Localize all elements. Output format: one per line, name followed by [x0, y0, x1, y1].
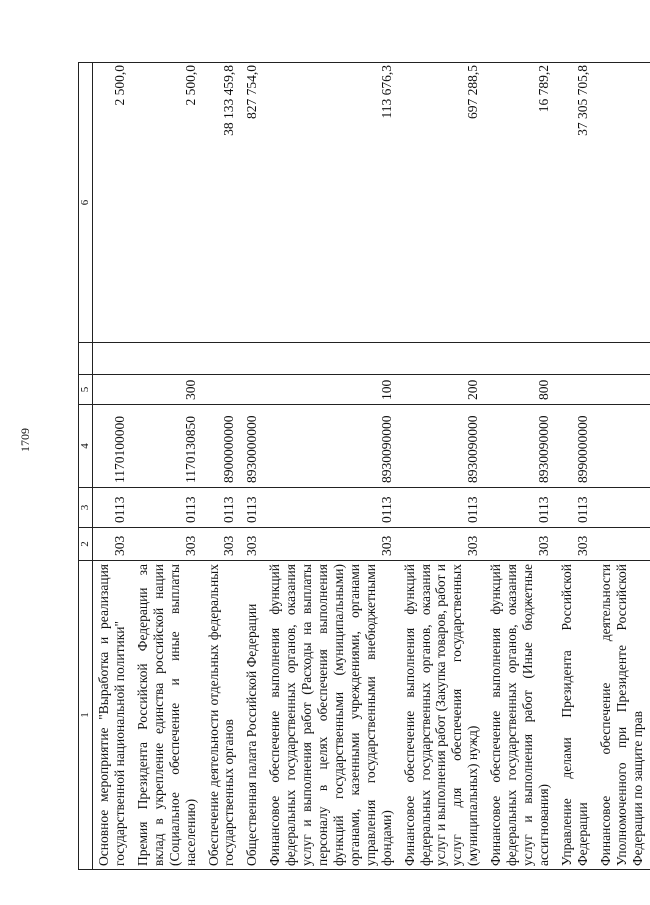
- row-csr: 8900000000: [203, 405, 242, 488]
- row-empty: [264, 343, 398, 375]
- row-vr: 200: [399, 375, 486, 405]
- row-empty: [485, 343, 556, 375]
- row-name: Финансовое обеспечение деятельности Уполномоченного при Президенте Российской Федерации по защите прав: [595, 561, 650, 870]
- row-vr: [556, 375, 595, 405]
- row-rz: 0113: [241, 488, 264, 528]
- table-row: [92, 63, 131, 870]
- table-header-row: [79, 63, 93, 870]
- row-gr: 303: [485, 528, 556, 561]
- row-vr: [92, 375, 131, 405]
- row-vr: 100: [264, 375, 398, 405]
- row-gr: 303: [399, 528, 486, 561]
- page-number: 1709: [18, 428, 32, 452]
- col-header-rz: 3: [79, 488, 93, 528]
- row-rz: 0113: [485, 488, 556, 528]
- row-empty: [595, 343, 650, 375]
- row-rz: [595, 488, 650, 528]
- row-amount: 16 789,2: [485, 63, 556, 343]
- table-row: [485, 63, 556, 870]
- row-empty: [241, 343, 264, 375]
- table-row: [595, 63, 650, 870]
- row-vr: [595, 375, 650, 405]
- col-header-vr: 5: [79, 375, 93, 405]
- row-csr: 8930090000: [485, 405, 556, 488]
- table-row: [556, 63, 595, 870]
- row-name: Финансовое обеспечение выполнения функций федеральных государственных органов, оказания услуг и выполнения работ (Иные бюджетные ассигнования): [485, 561, 556, 870]
- row-amount: 827 754,0: [241, 63, 264, 343]
- row-gr: 303: [556, 528, 595, 561]
- table-row: [132, 63, 203, 870]
- row-amount: 697 288,5: [399, 63, 486, 343]
- row-gr: 303: [203, 528, 242, 561]
- table-row: [203, 63, 242, 870]
- row-empty: [556, 343, 595, 375]
- row-amount: 113 676,3: [264, 63, 398, 343]
- row-rz: 0113: [556, 488, 595, 528]
- row-empty: [132, 343, 203, 375]
- row-name: Управление делами Президента Российской Федерации: [556, 561, 595, 870]
- table-row: [399, 63, 486, 870]
- row-vr: 800: [485, 375, 556, 405]
- row-empty: [399, 343, 486, 375]
- row-rz: 0113: [132, 488, 203, 528]
- table-row: [264, 63, 398, 870]
- row-csr: 8930000000: [241, 405, 264, 488]
- row-gr: [595, 528, 650, 561]
- row-gr: 303: [241, 528, 264, 561]
- row-name: Основное мероприятие "Выработка и реализация государственной национальной политики": [92, 561, 131, 870]
- row-amount: [595, 63, 650, 343]
- row-csr: 8930090000: [399, 405, 486, 488]
- table-row: [241, 63, 264, 870]
- row-rz: 0113: [399, 488, 486, 528]
- row-gr: 303: [264, 528, 398, 561]
- row-name: Обеспечение деятельности отдельных федеральных государственных органов: [203, 561, 242, 870]
- col-header-empty: [79, 343, 93, 375]
- row-rz: 0113: [264, 488, 398, 528]
- row-csr: [595, 405, 650, 488]
- row-csr: 8930090000: [264, 405, 398, 488]
- row-vr: [241, 375, 264, 405]
- col-header-name: 1: [79, 561, 93, 870]
- row-name: Общественная палата Российской Федерации: [241, 561, 264, 870]
- row-rz: 0113: [203, 488, 242, 528]
- row-empty: [203, 343, 242, 375]
- row-amount: 37 305 705,8: [556, 63, 595, 343]
- row-csr: 1170130850: [132, 405, 203, 488]
- row-name: Премия Президента Российской Федерации за вклад в укрепление единства российской нации (Социальное обеспечение и иные выплаты населению): [132, 561, 203, 870]
- col-header-gr: 2: [79, 528, 93, 561]
- row-name: Финансовое обеспечение выполнения функций федеральных государственных органов, оказания услуг и выполнения работ (Расходы на выплаты персоналу в целях обеспечения выполнения функций государственными (муниципальными) органами, казенными учреждениями, органами управления государственными внебюджетными фондами): [264, 561, 398, 870]
- row-gr: 303: [132, 528, 203, 561]
- row-rz: 0113: [92, 488, 131, 528]
- row-empty: [92, 343, 131, 375]
- row-name: Финансовое обеспечение выполнения функций федеральных государственных органов, оказания услуг и выполнения работ (Закупка товаров, работ и услуг для обеспечения государственных (муниципальных) нужд): [399, 561, 486, 870]
- row-vr: [203, 375, 242, 405]
- row-gr: 303: [92, 528, 131, 561]
- row-csr: 8990000000: [556, 405, 595, 488]
- row-csr: 1170100000: [92, 405, 131, 488]
- row-amount: 2 500,0: [92, 63, 131, 343]
- col-header-csr: 4: [79, 405, 93, 488]
- row-amount: 2 500,0: [132, 63, 203, 343]
- budget-table: [78, 62, 650, 870]
- rotated-page-content: [78, 63, 645, 870]
- col-header-amount: 6: [79, 63, 93, 343]
- row-vr: 300: [132, 375, 203, 405]
- row-amount: 38 133 459,8: [203, 63, 242, 343]
